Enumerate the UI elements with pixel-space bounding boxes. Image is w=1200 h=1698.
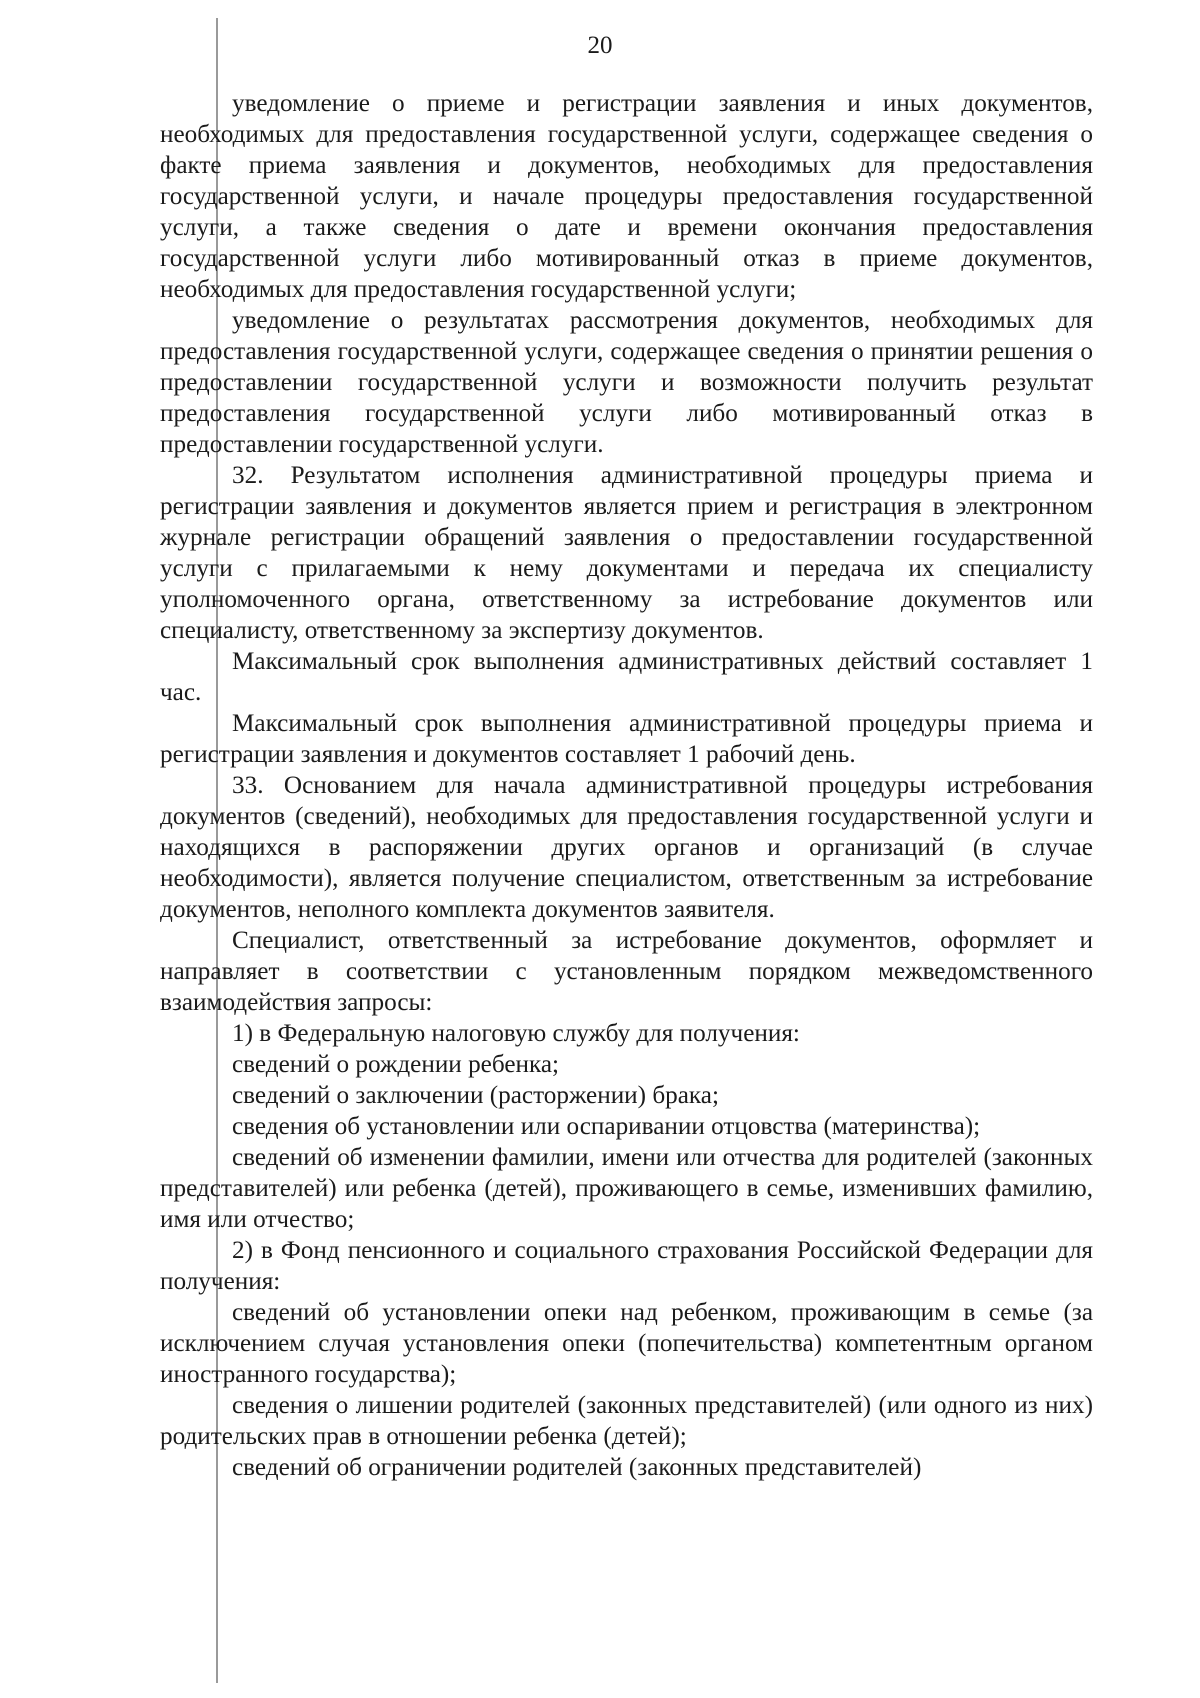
- paragraph: Максимальный срок выполнения административных действий составляет 1 час.: [160, 648, 1093, 706]
- paragraph: 33. Основанием для начала административной процедуры истребования документов (сведений), необходимых для предоставления государственной услуги и находящихся в распоряжении других органов и организаций (в случае необходимости), является получение специалистом, ответственным за истребование документов, неполного комплекта документов заявителя.: [160, 772, 1093, 923]
- list-item: сведения о лишении родителей (законных представителей) (или одного из них) родительских прав в отношении ребенка (детей);: [160, 1392, 1093, 1450]
- paragraph: Максимальный срок выполнения административной процедуры приема и регистрации заявления и документов составляет 1 рабочий день.: [160, 710, 1093, 768]
- paragraph: уведомление о результатах рассмотрения документов, необходимых для предоставления государственной услуги, содержащее сведения о принятии решения о предоставлении государственной услуги и возможности получить результат предоставления государственной услуги либо мотивированный отказ в предоставлении государственной услуги.: [160, 307, 1093, 458]
- list-item: сведений о рождении ребенка;: [232, 1051, 560, 1078]
- list-item: 2) в Фонд пенсионного и социального страхования Российской Федерации для получения:: [160, 1237, 1093, 1295]
- list-item: 1) в Федеральную налоговую службу для получения:: [232, 1020, 800, 1047]
- page-number: 20: [587, 32, 613, 59]
- list-item: сведений о заключении (расторжении) брака;: [232, 1082, 719, 1109]
- paragraph: Специалист, ответственный за истребование документов, оформляет и направляет в соответствии с установленным порядком межведомственного взаимодействия запросы:: [160, 927, 1093, 1016]
- list-item: сведения об установлении или оспаривании отцовства (материнства);: [232, 1113, 981, 1140]
- list-item: сведений об установлении опеки над ребенком, проживающим в семье (за исключением случая установления опеки (попечительства) компетентным органом иностранного государства);: [160, 1299, 1093, 1388]
- document-body: [160, 88, 1093, 1483]
- paragraph: 32. Результатом исполнения административной процедуры приема и регистрации заявления и документов является прием и регистрация в электронном журнале регистрации обращений заявления о предоставлении государственной услуги с прилагаемыми к нему документами и передача их специалисту уполномоченного органа, ответственному за истребование документов или специалисту, ответственному за экспертизу документов.: [160, 462, 1093, 644]
- paragraph: уведомление о приеме и регистрации заявления и иных документов, необходимых для предоставления государственной услуги, содержащее сведения о факте приема заявления и документов, необходимых для предоставления государственной услуги, и начале процедуры предоставления государственной услуги, а также сведения о дате и времени окончания предоставления государственной услуги либо мотивированный отказ в приеме документов, необходимых для предоставления государственной услуги;: [160, 90, 1093, 303]
- list-item: сведений об ограничении родителей (законных представителей): [232, 1454, 922, 1481]
- list-item: сведений об изменении фамилии, имени или отчества для родителей (законных представителей) или ребенка (детей), проживающего в семье, изменивших фамилию, имя или отчество;: [160, 1144, 1093, 1233]
